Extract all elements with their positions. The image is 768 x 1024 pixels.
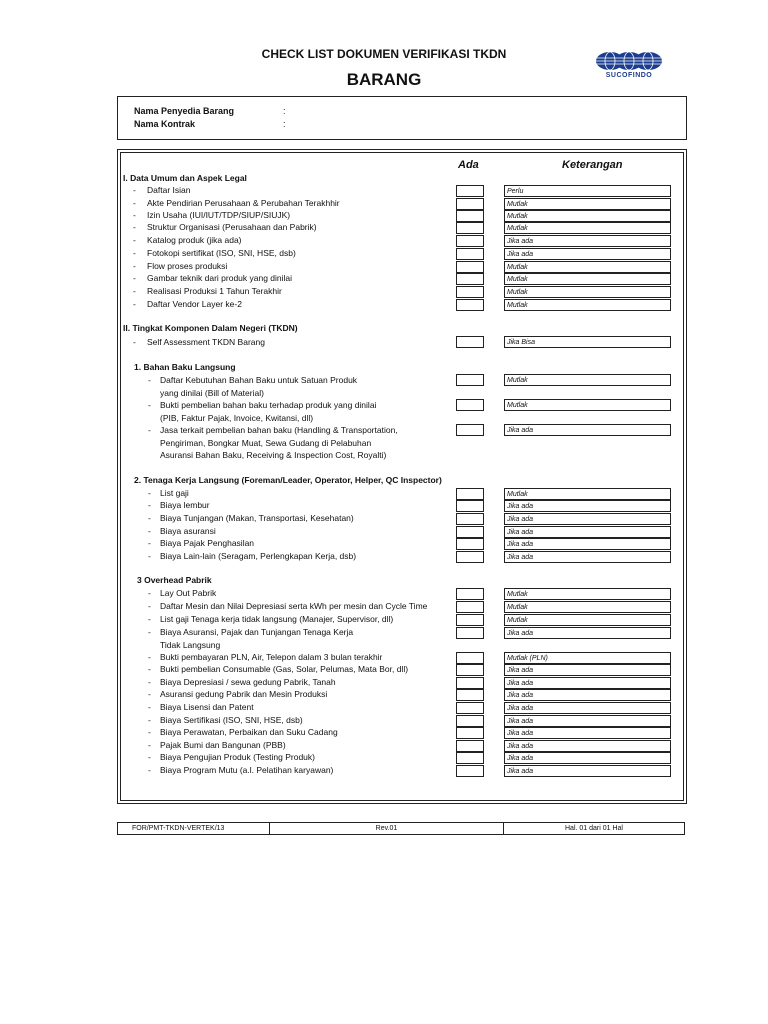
checklist-item-label: Realisasi Produksi 1 Tahun Terakhir (147, 286, 282, 296)
ada-checkbox[interactable] (456, 185, 484, 197)
keterangan-cell: Mutlak (504, 222, 671, 234)
logo-wordmark: SUCOFINDO (605, 72, 653, 79)
bullet-dash: - (148, 715, 151, 725)
ada-checkbox[interactable] (456, 198, 484, 210)
contract-name-colon: : (283, 119, 286, 129)
bullet-dash: - (148, 677, 151, 687)
ada-checkbox[interactable] (456, 752, 484, 764)
checklist-item-label: Biaya Pengujian Produk (Testing Produk) (160, 752, 315, 762)
ada-checkbox[interactable] (456, 261, 484, 273)
ada-checkbox[interactable] (456, 273, 484, 285)
keterangan-cell: Mutlak (504, 299, 671, 311)
ada-checkbox[interactable] (456, 538, 484, 550)
bullet-dash: - (133, 235, 136, 245)
checklist-item-label: Biaya Asuransi, Pajak dan Tunjangan Tenaga Kerja (160, 627, 354, 637)
ada-checkbox[interactable] (456, 715, 484, 727)
ada-checkbox[interactable] (456, 210, 484, 222)
checklist-item-label: Tidak Langsung (160, 639, 221, 650)
ada-checkbox[interactable] (456, 374, 484, 386)
checklist-item-label: Izin Usaha (IUI/IUT/TDP/SIUP/SIUJK) (147, 210, 291, 220)
ada-checkbox[interactable] (456, 664, 484, 676)
bullet-dash: - (148, 526, 151, 536)
bullet-dash: - (148, 727, 151, 737)
checklist-item-label: Biaya Pajak Penghasilan (160, 538, 255, 548)
vendor-info-box (117, 96, 687, 140)
bullet-dash: - (148, 513, 151, 523)
bullet-dash: - (133, 198, 136, 208)
ada-checkbox[interactable] (456, 614, 484, 626)
checklist-item-label: Daftar Isian (147, 185, 191, 195)
bullet-dash: - (133, 248, 136, 258)
checklist-item-label: Biaya Program Mutu (a.l. Pelatihan karyawan) (160, 765, 334, 775)
ada-checkbox[interactable] (456, 588, 484, 600)
checklist-item-label: Gambar teknik dari produk yang dinilai (147, 273, 293, 283)
bullet-dash: - (148, 752, 151, 762)
checklist-item-label: Asuransi gedung Pabrik dan Mesin Produksi (160, 689, 328, 699)
keterangan-cell: Jika Bisa (504, 336, 671, 348)
bullet-dash: - (148, 375, 151, 385)
document-subtitle: BARANG (346, 70, 422, 89)
bullet-dash: - (133, 273, 136, 283)
checklist-item-label: Daftar Mesin dan Nilai Depresiasi serta kWh per mesin dan Cycle Time (160, 601, 428, 611)
keterangan-cell: Jika ada (504, 538, 671, 550)
bullet-dash: - (148, 740, 151, 750)
keterangan-cell: Jika ada (504, 765, 671, 777)
bullet-dash: - (133, 286, 136, 296)
bullet-dash: - (148, 551, 151, 561)
form-code: FOR/PMT-TKDN-VERTEK/13 (118, 823, 270, 834)
checklist-item-label: Katalog produk (jika ada) (147, 235, 242, 245)
ada-checkbox[interactable] (456, 740, 484, 752)
keterangan-cell: Jika ada (504, 513, 671, 525)
checklist-item-label: Akte Pendirian Perusahaan & Perubahan Terakhhir (147, 198, 340, 208)
ada-checkbox[interactable] (456, 513, 484, 525)
ada-checkbox[interactable] (456, 424, 484, 436)
bullet-dash: - (148, 588, 151, 598)
checklist-item-label: Biaya Perawatan, Perbaikan dan Suku Cadang (160, 727, 338, 737)
section-title-tkdn: II. Tingkat Komponen Dalam Negeri (TKDN) (123, 323, 298, 333)
ada-checkbox[interactable] (456, 689, 484, 701)
keterangan-cell: Mutlak (504, 210, 671, 222)
ada-checkbox[interactable] (456, 765, 484, 777)
checklist-item-label: Fotokopi sertifikat (ISO, SNI, HSE, dsb) (147, 248, 296, 258)
bullet-dash: - (148, 488, 151, 498)
ada-checkbox[interactable] (456, 702, 484, 714)
subsection-title-tenaga-kerja: 2. Tenaga Kerja Langsung (Foreman/Leader, Operator, Helper, QC Inspector) (134, 475, 442, 485)
keterangan-cell: Jika ada (504, 526, 671, 538)
checklist-item-label: Biaya asuransi (160, 526, 216, 536)
checklist-item-label: Biaya Tunjangan (Makan, Transportasi, Kesehatan) (160, 513, 354, 523)
keterangan-cell: Jika ada (504, 740, 671, 752)
page-number: Hal. 01 dari 01 Hal (565, 825, 623, 832)
bullet-dash: - (148, 500, 151, 510)
ada-checkbox[interactable] (456, 286, 484, 298)
ada-checkbox[interactable] (456, 248, 484, 260)
checklist-item-label: Jasa terkait pembelian bahan baku (Handling & Transportation, (160, 425, 398, 435)
vendor-name-label: Nama Penyedia Barang (134, 106, 235, 116)
checklist-item-label: Daftar Vendor Layer ke-2 (147, 299, 242, 309)
subsection-title-bahan-baku: 1. Bahan Baku Langsung (134, 362, 236, 372)
contract-name-label: Nama Kontrak (134, 119, 196, 129)
keterangan-cell: Mutlak (504, 488, 671, 500)
bullet-dash: - (133, 210, 136, 220)
document-title: CHECK LIST DOKUMEN VERIFIKASI TKDN (261, 47, 507, 61)
keterangan-cell: Jika ada (504, 235, 671, 247)
checklist-item-label: yang dinilai (Bill of Material) (160, 387, 264, 398)
keterangan-cell: Jika ada (504, 424, 671, 436)
checklist-item-label: Lay Out Pabrik (160, 588, 217, 598)
vendor-name-colon: : (283, 106, 286, 116)
bullet-dash: - (148, 614, 151, 624)
checklist-item-label: (PIB, Faktur Pajak, Invoice, Kwitansi, dll) (160, 412, 314, 423)
ada-checkbox[interactable] (456, 526, 484, 538)
keterangan-cell: Mutlak (504, 374, 671, 386)
keterangan-cell: Jika ada (504, 677, 671, 689)
bullet-dash: - (148, 601, 151, 611)
keterangan-cell: Jika ada (504, 702, 671, 714)
checklist-item-label: Pengiriman, Bongkar Muat, Sewa Gudang di Pelabuhan (160, 437, 372, 448)
keterangan-cell: Perlu (504, 185, 671, 197)
bullet-dash: - (148, 400, 151, 410)
keterangan-cell: Mutlak (504, 286, 671, 298)
checklist-item-label: Biaya Depresiasi / sewa gedung Pabrik, Tanah (160, 677, 336, 687)
checklist-item-label: Bukti pembelian bahan baku terhadap produk yang dinilai (160, 400, 377, 410)
ada-checkbox[interactable] (456, 235, 484, 247)
bullet-dash: - (148, 425, 151, 435)
ada-checkbox[interactable] (456, 299, 484, 311)
ada-checkbox[interactable] (456, 551, 484, 563)
checklist-item-label: Biaya Sertifikasi (ISO, SNI, HSE, dsb) (160, 715, 303, 725)
keterangan-cell: Mutlak (504, 588, 671, 600)
keterangan-cell: Jika ada (504, 715, 671, 727)
checklist-item-label: Flow proses produksi (147, 261, 228, 271)
keterangan-cell: Mutlak (PLN) (504, 652, 671, 664)
ada-checkbox[interactable] (456, 399, 484, 411)
ada-checkbox[interactable] (456, 677, 484, 689)
bullet-dash: - (148, 627, 151, 637)
checklist-item-label: Bukti pembayaran PLN, Air, Telepon dalam 3 bulan terakhir (160, 652, 383, 662)
keterangan-cell: Mutlak (504, 399, 671, 411)
ada-checkbox[interactable] (456, 336, 484, 348)
bullet-dash: - (133, 337, 136, 347)
bullet-dash: - (148, 765, 151, 775)
keterangan-cell: Jika ada (504, 689, 671, 701)
ada-checkbox[interactable] (456, 727, 484, 739)
ada-checkbox[interactable] (456, 488, 484, 500)
column-header-keterangan: Keterangan (562, 159, 623, 171)
checklist-item-label: Biaya Lisensi dan Patent (160, 702, 254, 712)
keterangan-cell: Mutlak (504, 273, 671, 285)
ada-checkbox[interactable] (456, 652, 484, 664)
keterangan-cell: Mutlak (504, 601, 671, 613)
bullet-dash: - (133, 185, 136, 195)
checklist-item-label: Biaya Lain-lain (Seragam, Perlengkapan Kerja, dsb) (160, 551, 357, 561)
ada-checkbox[interactable] (456, 601, 484, 613)
keterangan-cell: Mutlak (504, 198, 671, 210)
column-header-ada: Ada (458, 159, 479, 171)
keterangan-cell: Jika ada (504, 248, 671, 260)
keterangan-cell: Jika ada (504, 664, 671, 676)
bullet-dash: - (148, 664, 151, 674)
form-footer (117, 822, 685, 835)
bullet-dash: - (148, 538, 151, 548)
keterangan-cell: Jika ada (504, 627, 671, 639)
checklist-item-label: Daftar Kebutuhan Bahan Baku untuk Satuan Produk (160, 375, 358, 385)
keterangan-cell: Jika ada (504, 752, 671, 764)
checklist-item-label: List gaji Tenaga kerja tidak langsung (Manajer, Supervisor, dll) (160, 614, 394, 624)
bullet-dash: - (133, 261, 136, 271)
keterangan-cell: Jika ada (504, 551, 671, 563)
checklist-item-label: Self Assessment TKDN Barang (147, 337, 265, 347)
ada-checkbox[interactable] (456, 222, 484, 234)
revision-number: Rev.01 (270, 823, 504, 834)
bullet-dash: - (148, 689, 151, 699)
globe-logo-icon (590, 50, 668, 74)
checklist-item-label: Biaya lembur (160, 500, 210, 510)
ada-checkbox[interactable] (456, 627, 484, 639)
section-title-data-umum: I. Data Umum dan Aspek Legal (123, 173, 247, 183)
bullet-dash: - (148, 652, 151, 662)
checklist-item-label: Bukti pembelian Consumable (Gas, Solar, Pelumas, Mata Bor, dll) (160, 664, 409, 674)
subsection-title-overhead: 3 Overhead Pabrik (137, 575, 212, 585)
bullet-dash: - (133, 222, 136, 232)
bullet-dash: - (148, 702, 151, 712)
keterangan-cell: Mutlak (504, 614, 671, 626)
ada-checkbox[interactable] (456, 500, 484, 512)
checklist-item-label: List gaji (160, 488, 189, 498)
keterangan-cell: Jika ada (504, 727, 671, 739)
keterangan-cell: Jika ada (504, 500, 671, 512)
keterangan-cell: Mutlak (504, 261, 671, 273)
checklist-item-label: Struktur Organisasi (Perusahaan dan Pabrik) (147, 222, 317, 232)
checklist-item-label: Asuransi Bahan Baku, Receiving & Inspection Cost, Royalti) (160, 450, 387, 460)
sucofindo-logo (590, 50, 668, 84)
bullet-dash: - (133, 299, 136, 309)
checklist-item-label: Pajak Bumi dan Bangunan (PBB) (160, 740, 286, 750)
